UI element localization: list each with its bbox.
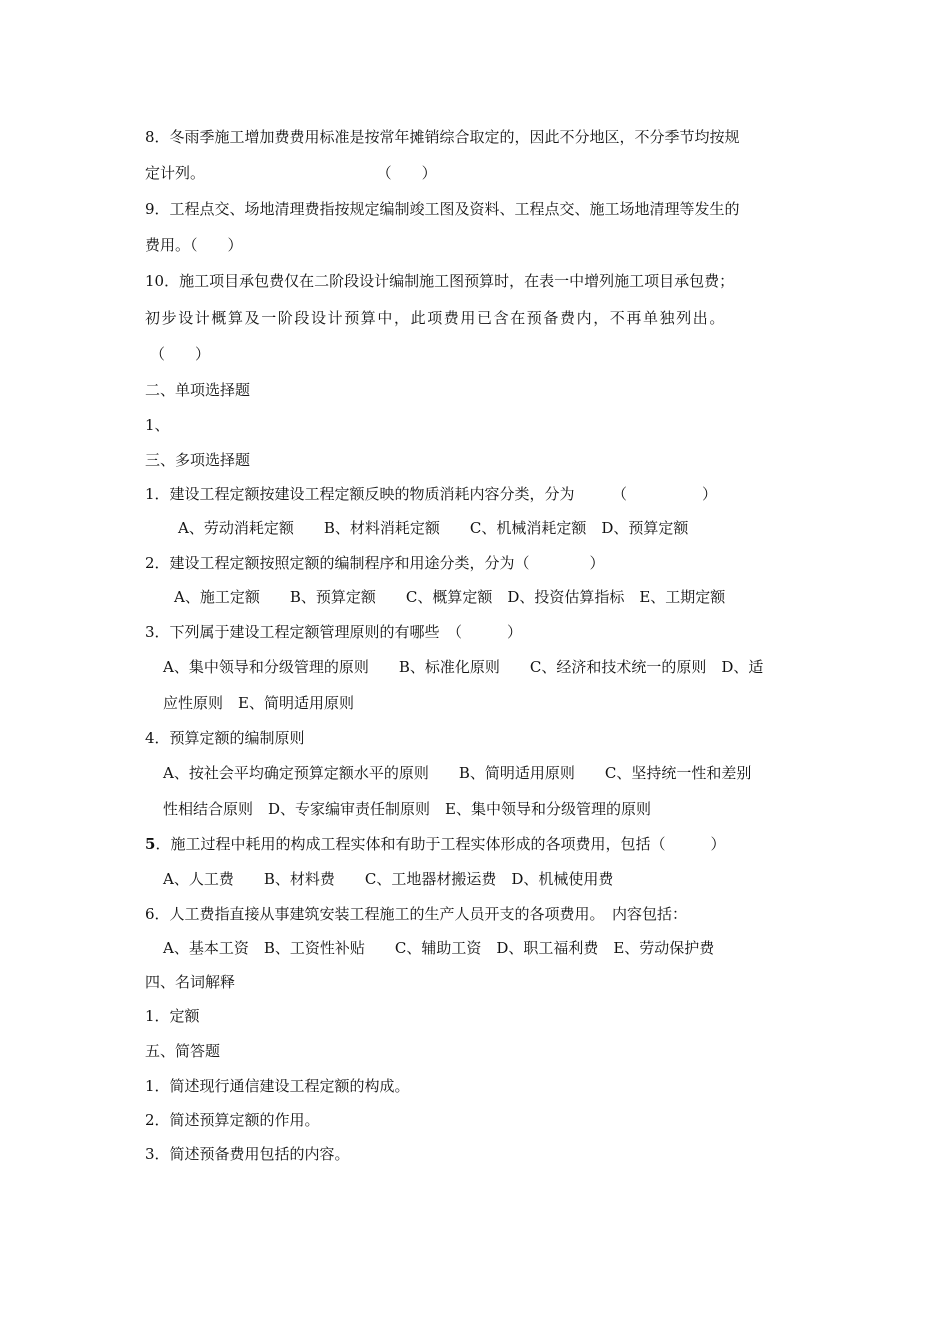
short-answer-question-1: 1．简述现行通信建设工程定额的构成。 [145, 1077, 410, 1095]
question-9-line-1: 9．工程点交、场地清理费指按规定编制竣工图及资料、工程点交、施工场地清理等发生的 [145, 200, 740, 218]
mc-question-1: 1．建设工程定额按建设工程定额反映的物质消耗内容分类，分为 （ ） [145, 485, 718, 503]
mc-question-2: 2．建设工程定额按照定额的编制程序和用途分类，分为（ ） [145, 554, 605, 572]
mc-question-5-options: A、人工费 B、材料费 C、工地器材搬运费 D、机械使用费 [163, 870, 614, 888]
mc-question-1-options: A、劳动消耗定额 B、材料消耗定额 C、机械消耗定额 D、预算定额 [178, 519, 689, 537]
mc-question-3-options-line-2: 应性原则 E、简明适用原则 [163, 694, 354, 712]
mc-question-5 [145, 834, 725, 854]
short-answer-question-3: 3．简述预备费用包括的内容。 [145, 1145, 350, 1163]
mc-question-2-options: A、施工定额 B、预算定额 C、概算定额 D、投资估算指标 E、工期定额 [174, 588, 726, 606]
question-8-line-2: 定计列。 （ ） [145, 164, 437, 182]
mc-question-6-options: A、基本工资 B、工资性补贴 C、辅助工资 D、职工福利费 E、劳动保护费 [163, 939, 715, 957]
question-10-answer-blank: （ ） [150, 345, 211, 363]
mc-question-4: 4．预算定额的编制原则 [145, 729, 305, 747]
term-question-1: 1．定额 [145, 1007, 200, 1025]
mc-question-4-options-line-1: A、按社会平均确定预算定额水平的原则 B、简明适用原则 C、坚持统一性和差别 [163, 764, 752, 782]
question-10-line-1: 10．施工项目承包费仅在二阶段设计编制施工图预算时，在表一中增列施工项目承包费； [145, 272, 735, 290]
question-9-line-2: 费用。（ ） [145, 236, 243, 254]
section-heading-term-definition: 四、名词解释 [145, 973, 236, 991]
section-heading-short-answer: 五、简答题 [145, 1042, 221, 1060]
question-8-line-1: 8．冬雨季施工增加费费用标准是按常年摊销综合取定的，因此不分地区，不分季节均按规 [145, 128, 740, 146]
mc-question-5-number: 5 [145, 835, 156, 853]
mc-question-5-text: ．施工过程中耗用的构成工程实体和有助于工程实体形成的各项费用，包括（ ） [155, 835, 726, 853]
mc-question-4-options-line-2: 性相结合原则 D、专家编审责任制原则 E、集中领导和分级管理的原则 [163, 800, 651, 818]
section-heading-multiple-choice: 三、多项选择题 [145, 451, 251, 469]
question-10-line-2: 初步设计概算及一阶段设计预算中，此项费用已含在预备费内，不再单独列出。 [145, 309, 727, 327]
single-choice-item-1: 1、 [145, 416, 170, 434]
mc-question-6: 6．人工费指直接从事建筑安装工程施工的生产人员开支的各项费用。 内容包括： [145, 905, 688, 923]
mc-question-3-options-line-1: A、集中领导和分级管理的原则 B、标准化原则 C、经济和技术统一的原则 D、适 [163, 658, 764, 676]
short-answer-question-2: 2．简述预算定额的作用。 [145, 1111, 320, 1129]
section-heading-single-choice: 二、单项选择题 [145, 381, 251, 399]
mc-question-3: 3．下列属于建设工程定额管理原则的有哪些 （ ） [145, 623, 523, 641]
